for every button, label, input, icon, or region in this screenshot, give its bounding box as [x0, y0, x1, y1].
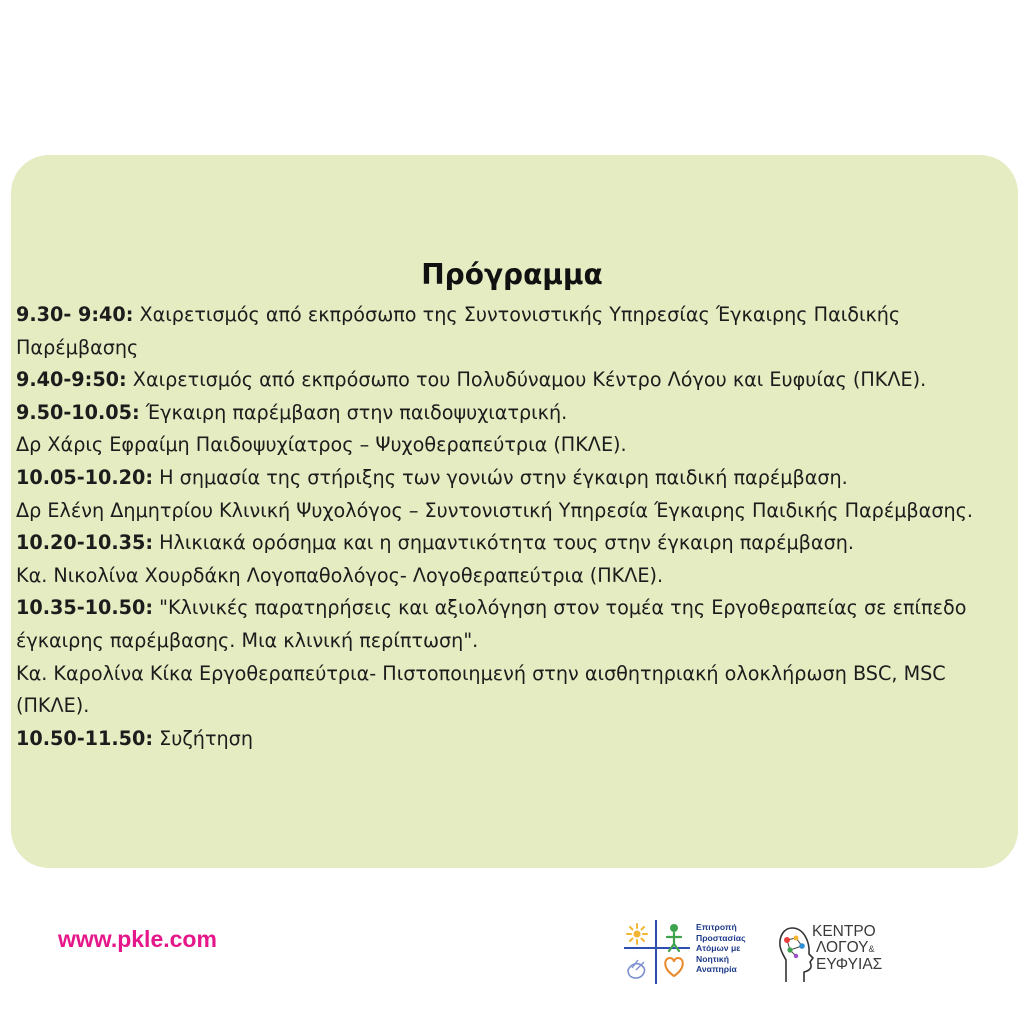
head-profile-icon [776, 922, 816, 986]
program-item [16, 723, 1016, 756]
program-item [16, 299, 1016, 364]
program-item [16, 592, 1016, 657]
program-text: Χαιρετισμός από εκπρόσωπο της Συντονιστικής Υπηρεσίας Έγκαιρης Παιδικής Παρέμβασης [16, 303, 901, 359]
program-time: 10.20-10.35: [16, 531, 154, 555]
program-text: Έγκαιρη παρέμβαση στην παιδοψυχιατρική. [139, 400, 568, 424]
logo-line: Νοητική [696, 953, 729, 964]
program-text: Η σημασία της στήριξης των γονιών στην έγκαιρη παιδική παρέμβαση. [153, 465, 848, 489]
program-time: 10.05-10.20: [16, 465, 154, 489]
page-title: Πρόγραμμα [421, 258, 603, 291]
program-time: 10.50-11.50: [16, 726, 154, 750]
program-time: 9.50-10.05: [16, 400, 140, 424]
program-text: Συζήτηση [153, 726, 253, 750]
program-time: 9.30- 9:40: [16, 303, 134, 326]
program-text: Ηλικιακά ορόσημα και η σημαντικότητα τους στην έγκαιρη παρέμβαση. [153, 531, 854, 555]
program-item [16, 495, 1016, 528]
logo-line: ΛΟΓΟΥ [816, 939, 869, 956]
program-list [16, 299, 1016, 755]
logo-line: ΕΥΦΥΙΑΣ [816, 956, 883, 973]
program-item [16, 560, 1016, 593]
logo-line: Ατόμων με [696, 943, 741, 953]
program-item [16, 658, 1016, 723]
program-text: "Κλινικές παρατηρήσεις και αξιολόγηση στον τομέα της Εργοθεραπείας σε επίπεδο έγκαιρης παρέμβασης. Μια κλινική περίπτωση". [16, 596, 967, 652]
pkle-logo-text [812, 924, 882, 973]
program-item [16, 429, 1016, 462]
logo-line: ΚΕΝΤΡΟ [812, 923, 876, 940]
website-link[interactable]: www.pkle.com [58, 926, 217, 952]
program-item [16, 364, 1016, 397]
committee-logo [622, 918, 762, 988]
program-time: 10.35-10.50: [16, 596, 154, 620]
program-text: Χαιρετισμός από εκπρόσωπο του Πολυδύναμου Κέντρο Λόγου και Ευφυίας (ΠΚΛΕ). [126, 368, 927, 392]
logo-line: Αναπηρία [696, 964, 737, 974]
program-text: Δρ Ελένη Δημητρίου Κλινική Ψυχολόγος – Συντονιστική Υπηρεσία Έγκαιρης Παιδικής Παρέμβασης. [16, 498, 973, 522]
program-text: Δρ Χάρις Εφραίμη Παιδοψυχίατρος – Ψυχοθεραπεύτρια (ΠΚΛΕ). [16, 433, 627, 457]
logo-ampersand: & [868, 944, 875, 954]
logo-line: Επιτροπή [696, 922, 737, 932]
program-text: Κα. Καρολίνα Κίκα Εργοθεραπεύτρια- Πιστοποιημενή στην αισθητηριακή ολοκλήρωση BSC, MSC (ΠΚΛΕ). [16, 661, 946, 718]
program-item [16, 462, 1016, 495]
logo-line: Προστασίας [696, 932, 746, 943]
committee-emblem-icon [622, 918, 692, 986]
program-time: 9.40-9:50: [16, 368, 127, 392]
pkle-logo [776, 920, 896, 988]
program-item [16, 397, 1016, 430]
committee-logo-text [696, 922, 766, 975]
program-text: Κα. Νικολίνα Χουρδάκη Λογοπαθολόγος- Λογοθεραπεύτρια (ΠΚΛΕ). [16, 563, 664, 587]
program-item [16, 527, 1016, 560]
